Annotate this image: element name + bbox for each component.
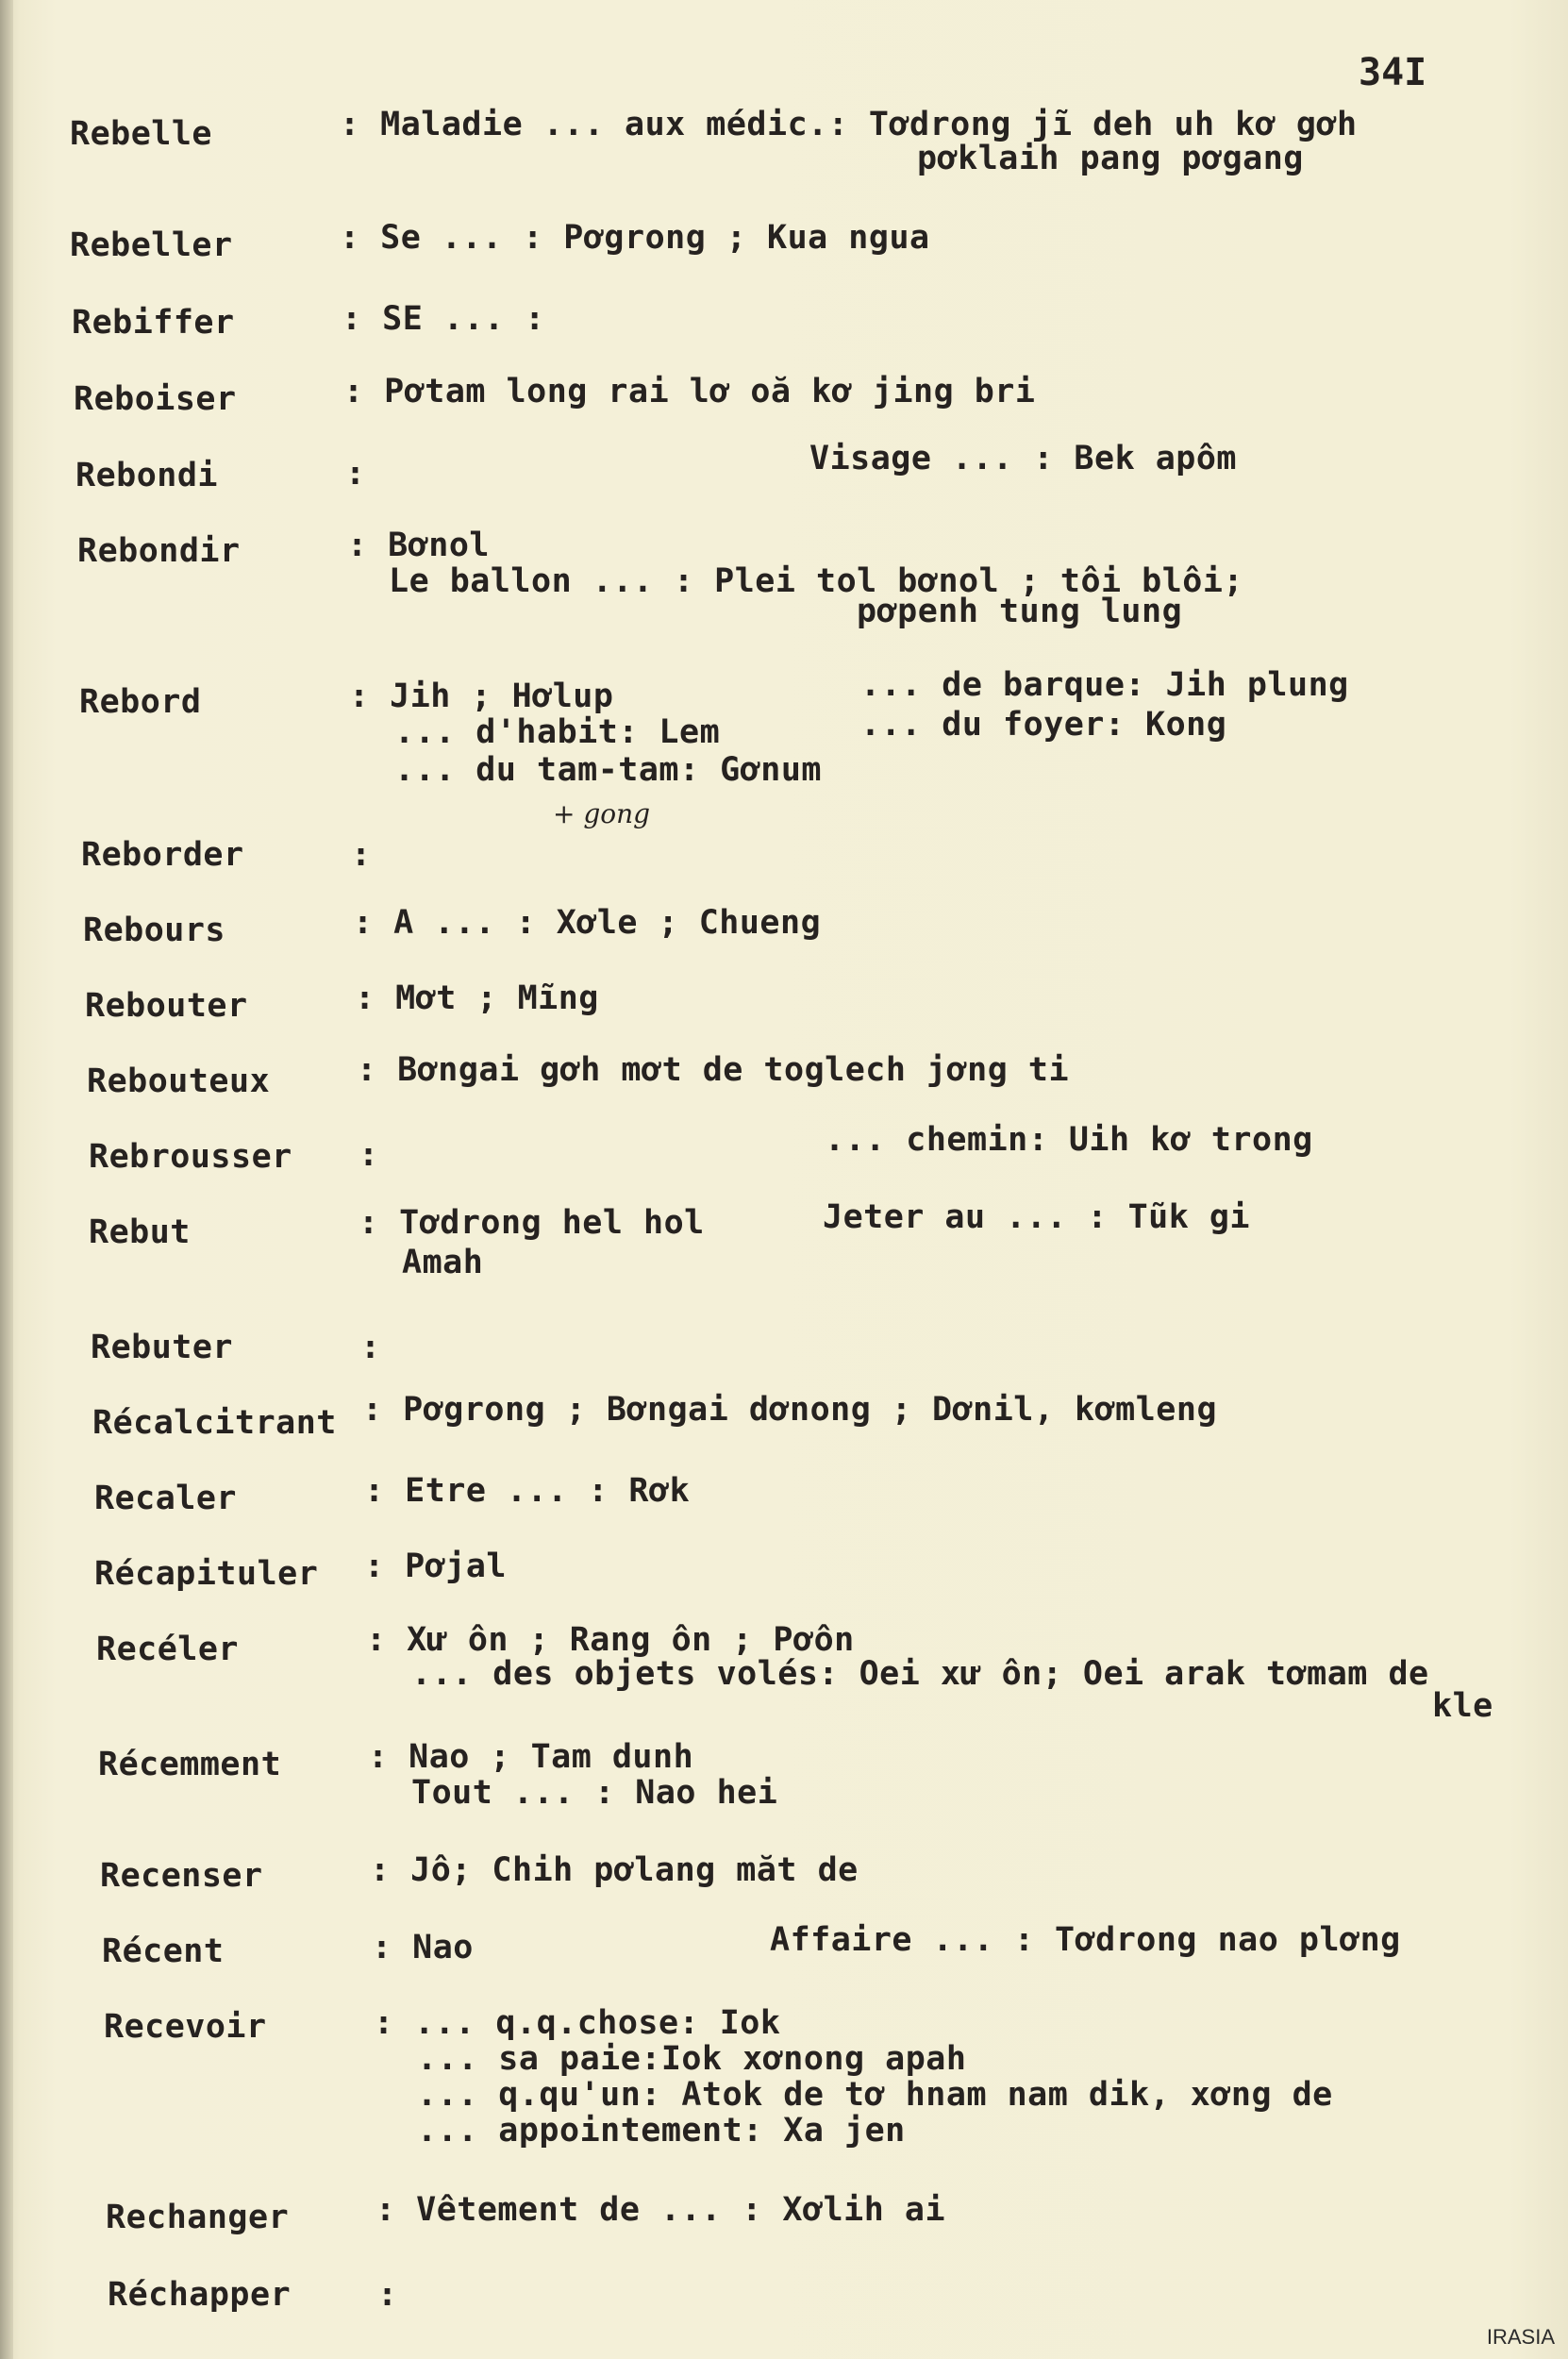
definition-line: : Etre ... : Rơk [364,1472,691,1510]
headword: Récalcitrant [92,1404,337,1442]
definition-line: ... d'habit: Lem [394,713,721,751]
headword: Rebondir [77,532,241,570]
definition-line: : [360,1329,381,1366]
definition-line: Visage ... : Bek apôm [809,440,1238,477]
headword: Rebrousser [89,1138,292,1176]
headword: Rebuter [91,1329,234,1366]
headword: Rebord [79,683,202,721]
headword: Recenser [100,1857,263,1895]
definition-line: : Se ... : Pơgrong ; Kua ngua [340,219,930,257]
headword: Recevoir [104,2008,267,2046]
definition-line: : Tơdrong hel hol [359,1204,705,1242]
headword: Reborder [81,836,244,874]
definition-line: : [345,455,366,493]
handwritten-note: + gong [553,798,651,829]
headword: Recaler [94,1480,238,1517]
headword: Rebut [89,1213,191,1251]
definition-line: ... du foyer: Kong [860,706,1227,744]
definition-line: : Maladie ... aux médic.: Tơdrong jĩ deh uh kơ gơh [340,106,1358,143]
definition-line: : Jih ; Hơlup [349,678,614,715]
definition-line: Jeter au ... : Tũk gi [823,1198,1251,1236]
definition-line: ... sa paie:Iok xơnong apah [417,2040,967,2078]
headword: Rebondi [75,457,219,494]
page-number: 34I [1359,51,1427,94]
definition-line: : [377,2276,398,2314]
headword: Rebelle [70,115,213,153]
definition-line: : Pơgrong ; Bơngai dơnong ; Dơnil, kơmleng [362,1391,1218,1429]
definition-line: : [359,1136,379,1174]
definition-line: : Xư ôn ; Rang ôn ; Pơôn [366,1621,855,1659]
definition-line: : A ... : Xơle ; Chueng [353,904,822,942]
definition-line: Affaire ... : Tơdrong nao plơng [770,1921,1401,1959]
definition-line: kle [1432,1687,1493,1725]
definition-line: pơklaih pang pơgang [917,140,1304,177]
definition-line: : Vêtement de ... : Xơlih ai [375,2191,946,2229]
definition-line: : Nao ; Tam dunh [368,1738,694,1776]
definition-line: : Pơjal [364,1548,508,1585]
headword: Rebouteux [87,1062,271,1100]
headword: Rebiffer [72,304,235,342]
headword: Rebours [83,912,226,949]
headword: Rebouter [85,987,248,1025]
definition-line: : Jô; Chih pơlang măt de [370,1851,859,1889]
headword: Récapituler [94,1555,319,1593]
definition-line: ... appointement: Xa jen [417,2112,906,2150]
headword: Rechanger [106,2199,290,2236]
definition-line: ... chemin: Uih kơ trong [825,1121,1313,1159]
headword: Recéler [96,1631,240,1668]
definition-line: : Bơnol [347,527,491,564]
definition-line: Le ballon ... : Plei tol bơnol ; tôi blôi; [389,562,1244,600]
page-binding-edge [0,0,13,2359]
definition-line: Tout ... : Nao hei [411,1774,778,1812]
definition-line: ... du tam-tam: Gơnum [394,751,823,789]
definition-line: : ... q.q.chose: Iok [374,2004,781,2042]
watermark: IRASIA [1486,2325,1555,2349]
definition-line: : Pơtam long rai lơ oă kơ jing bri [343,373,1036,410]
headword: Récemment [98,1746,282,1783]
headword: Réchapper [108,2276,292,2314]
definition-line: ... des objets volés: Oei xư ôn; Oei arak tơmam de [411,1655,1429,1693]
definition-line: pơpenh tung lung [857,593,1183,630]
headword: Rebeller [70,226,233,264]
definition-line: : Mơt ; Mĩng [355,979,599,1017]
definition-line: : Bơngai gơh mơt de toglech jơng ti [357,1051,1070,1089]
definition-line: : Nao [372,1929,474,1966]
definition-line: : SE ... : [342,300,545,338]
definition-line: ... de barque: Jih plung [860,666,1349,704]
definition-line: ... q.qu'un: Atok de tơ hnam nam dik, xơng de [417,2076,1333,2114]
definition-line: : [351,836,372,874]
definition-line: Amah [402,1244,484,1281]
headword: Reboiser [74,380,237,418]
headword: Récent [102,1932,225,1970]
